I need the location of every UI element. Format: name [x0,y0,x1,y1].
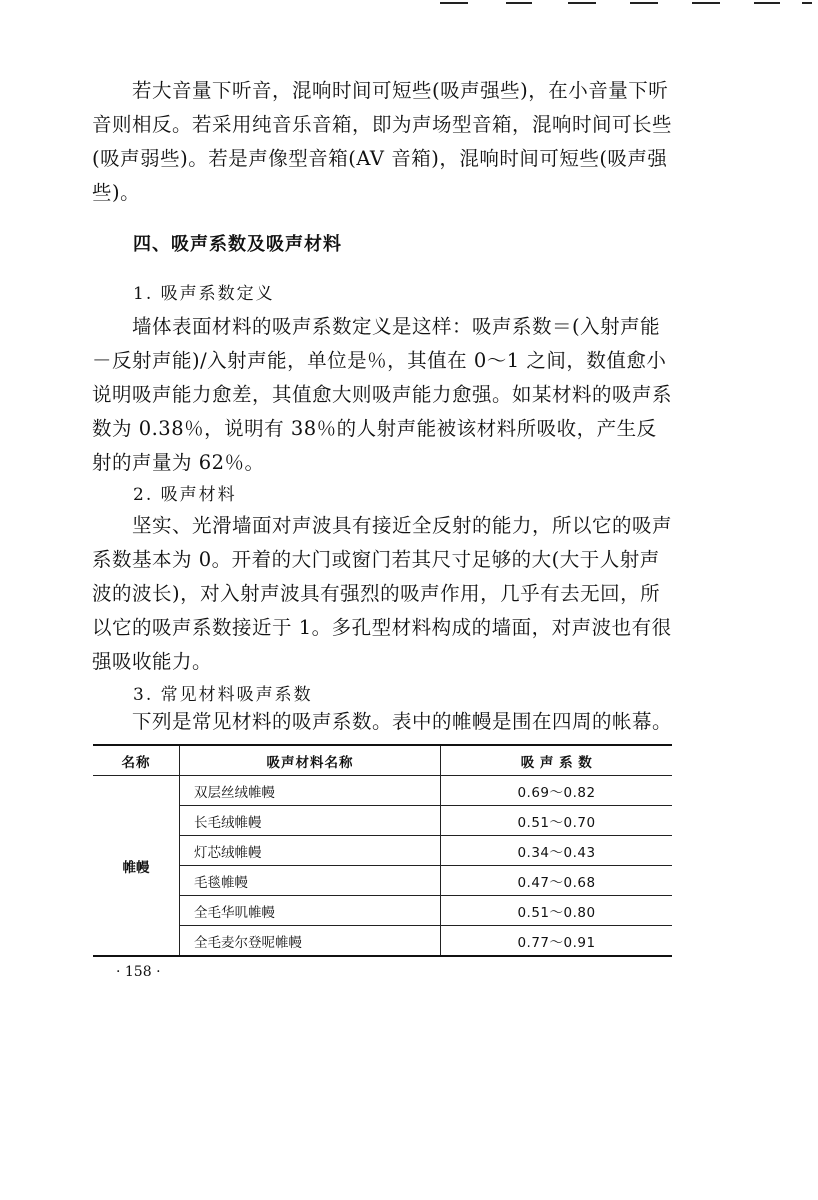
subheading-common-materials: 3. 常见材料吸声系数 [133,685,313,705]
table-row [93,776,672,806]
subheading-materials: 2. 吸声材料 [133,485,237,505]
table-row [93,866,672,896]
table-row [93,926,672,957]
material-cell: 全毛华叽帷幔 [180,896,441,926]
header-coefficient: 吸 声 系 数 [441,745,673,776]
absorption-coefficient-table [93,744,672,957]
group-cell: 帷幔 [93,776,180,957]
paragraph-intro: 若大音量下听音，混响时间可短些(吸声强些)，在小音量下听音则相反。若采用纯音乐音箱，即为声场型音箱，混响时间可长些(吸声弱些)。若是声像型音箱(AV 音箱)，混响时间可短些(吸声强些)。 [92,79,673,204]
coefficient-cell: 0.34～0.43 [441,836,673,866]
coefficient-cell: 0.51～0.70 [441,806,673,836]
page-number: · 158 · [116,964,161,980]
coefficient-cell: 0.69～0.82 [441,776,673,806]
coefficient-cell: 0.77～0.91 [441,926,673,957]
header-name: 名称 [93,745,180,776]
paragraph-definition: 墙体表面材料的吸声系数定义是这样：吸声系数＝(入射声能－反射声能)/入射声能，单位是％，其值在 0～1 之间，数值愈小说明吸声能力愈差，其值愈大则吸声能力愈强。如某材料的吸声系数为 0.38％，说明有 38％的人射声能被该材料所吸收，产生反射的声量为 62％。 [92,315,673,474]
table-row [93,896,672,926]
scan-edge-marks [440,0,818,6]
coefficient-cell: 0.51～0.80 [441,896,673,926]
table-header-row [93,745,672,776]
paragraph-table-intro: 下列是常见材料的吸声系数。表中的帷幔是围在四周的帐幕。 [132,710,673,733]
material-cell: 长毛绒帷幔 [180,806,441,836]
material-cell: 毛毯帷幔 [180,866,441,896]
material-cell: 全毛麦尔登呢帷幔 [180,926,441,957]
table-row [93,806,672,836]
coefficient-cell: 0.47～0.68 [441,866,673,896]
section-heading: 四、吸声系数及吸声材料 [133,234,342,255]
paragraph-materials: 坚实、光滑墙面对声波具有接近全反射的能力，所以它的吸声系数基本为 0。开着的大门或窗门若其尺寸足够的大(大于人射声波的波长)，对入射声波具有强烈的吸声作用，几乎有去无回，所以它的吸声系数接近于 1。多孔型材料构成的墙面，对声波也有很强吸收能力。 [92,514,673,673]
material-cell: 灯芯绒帷幔 [180,836,441,866]
material-cell: 双层丝绒帷幔 [180,776,441,806]
table-row [93,836,672,866]
subheading-definition: 1. 吸声系数定义 [133,284,275,304]
header-material: 吸声材料名称 [180,745,441,776]
